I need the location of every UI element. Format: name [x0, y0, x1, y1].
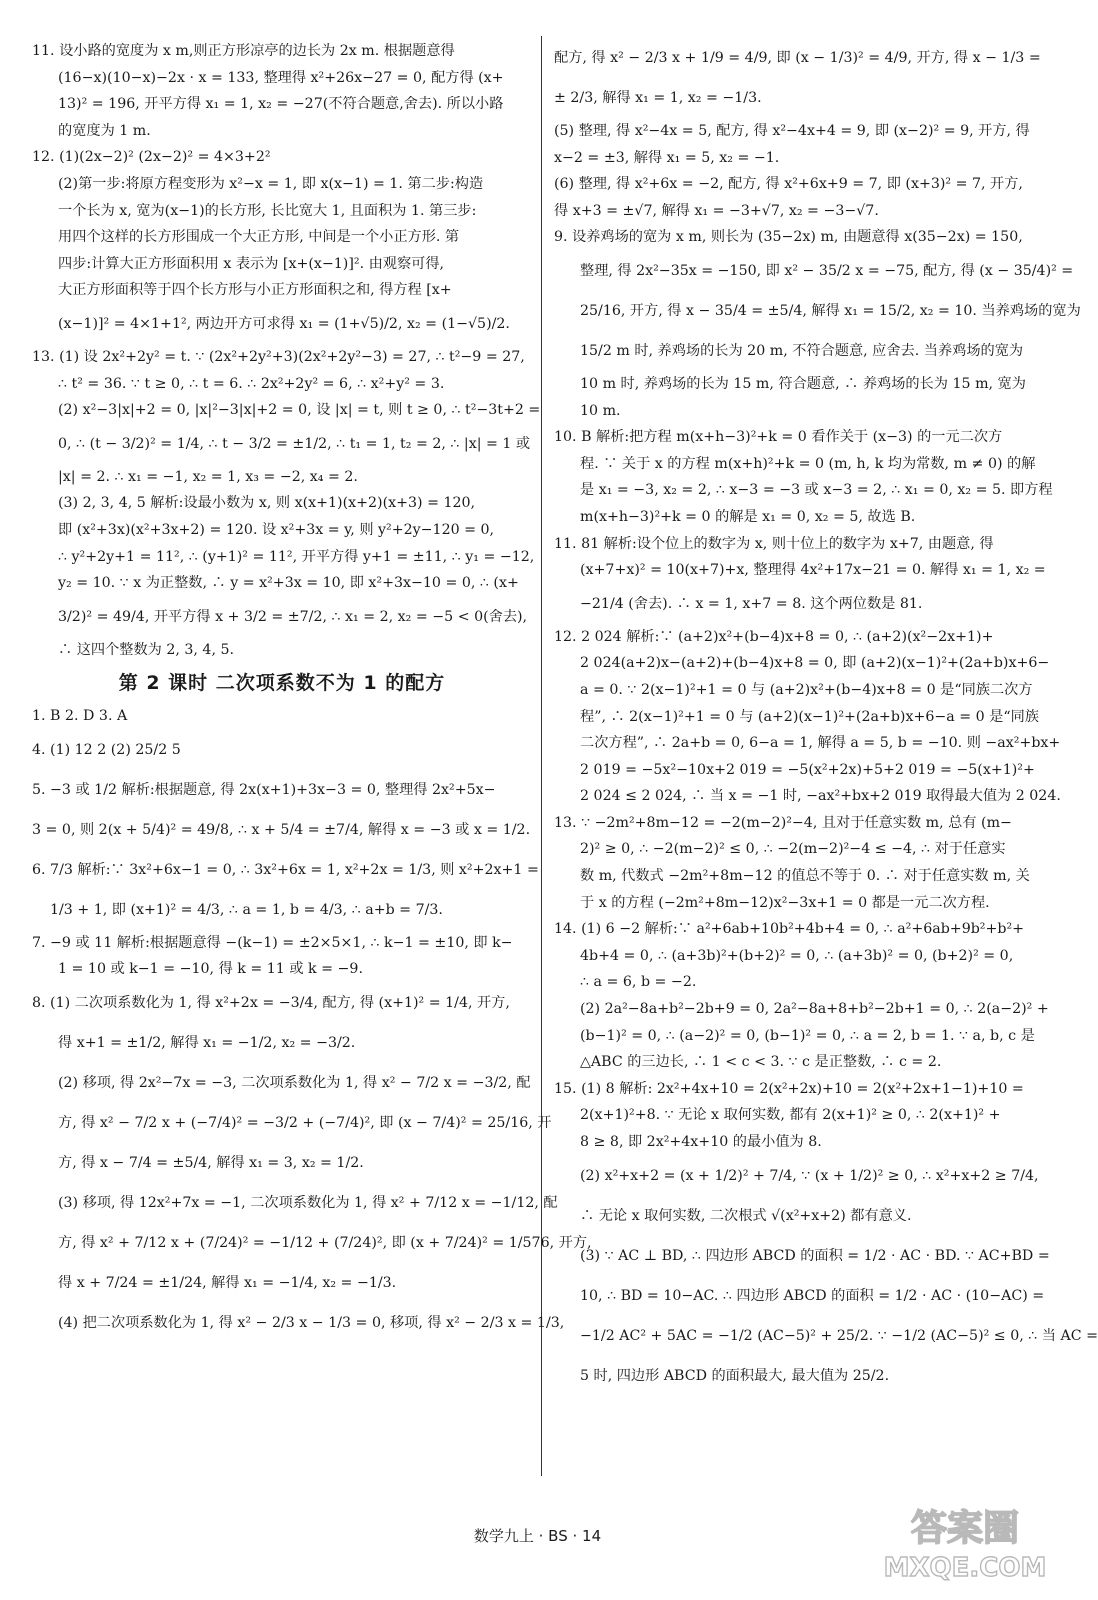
right-column-line: ∴ 无论 x 取何实数, 二次根式 √(x²+x+2) 都有意义.	[580, 1207, 912, 1224]
left-column-line: ∴ 这四个整数为 2, 3, 4, 5.	[58, 641, 235, 658]
right-column-line: 程. ∵ 关于 x 的方程 m(x+h)²+k = 0 (m, h, k 均为常数, m ≠ 0) 的解	[580, 455, 1036, 472]
right-column-line: 13. ∵ −2m²+8m−12 = −2(m−2)²−4, 且对于任意实数 m, 总有 (m−	[554, 814, 1012, 831]
right-column	[554, 38, 1098, 1396]
left-column-line: 13. (1) 设 2x²+2y² = t. ∵ (2x²+2y²+3)(2x²+2y²−3) = 27, ∴ t²−9 = 27,	[32, 348, 525, 365]
left-column-line: (2) x²−3|x|+2 = 0, |x|²−3|x|+2 = 0, 设 |x| = t, 则 t ≥ 0, ∴ t²−3t+2 =	[58, 402, 541, 419]
right-column-line: 12. 2 024 解析:∵ (a+2)x²+(b−4)x+8 = 0, ∴ (a+2)(x²−2x+1)+	[554, 628, 994, 645]
left-column-line: (3) 移项, 得 12x²+7x = −1, 二次项系数化为 1, 得 x² + 7/12 x = −1/12, 配	[58, 1195, 558, 1212]
left-column-line: (3) 2, 3, 4, 5 解析:设最小数为 x, 则 x(x+1)(x+2)(x+3) = 120,	[58, 495, 476, 512]
right-column-line: 10. B 解析:把方程 m(x+h−3)²+k = 0 看作关于 (x−3) 的一元二次方	[554, 429, 1003, 446]
right-column-line: 得 x+3 = ±√7, 解得 x₁ = −3+√7, x₂ = −3−√7.	[554, 202, 879, 219]
right-column-line: (2) x²+x+2 = (x + 1/2)² + 7/4, ∵ (x + 1/2)² ≥ 0, ∴ x²+x+2 ≥ 7/4,	[580, 1167, 1039, 1184]
left-column-line: 即 (x²+3x)(x²+3x+2) = 120. 设 x²+3x = y, 则 y²+2y−120 = 0,	[58, 521, 495, 538]
left-column-line: ∴ y²+2y+1 = 11², ∴ (y+1)² = 11², 开平方得 y+1 = ±11, ∴ y₁ = −12,	[58, 548, 535, 565]
left-column	[32, 38, 592, 1343]
right-column-line: 2(x+1)²+8. ∵ 无论 x 取何实数, 都有 2(x+1)² ≥ 0, ∴ 2(x+1)² +	[580, 1107, 1001, 1124]
right-column-line: 配方, 得 x² − 2/3 x + 1/9 = 4/9, 即 (x − 1/3)² = 4/9, 开方, 得 x − 1/3 =	[554, 50, 1041, 66]
right-column-line: ∴ a = 6, b = −2.	[580, 974, 697, 991]
watermark-line1: 答案圈	[910, 1508, 1020, 1549]
left-column-line: (2) 移项, 得 2x²−7x = −3, 二次项系数化为 1, 得 x² − 7/2 x = −3/2, 配	[58, 1075, 531, 1092]
right-column-line: (x+7+x)² = 10(x+7)+x, 整理得 4x²+17x−21 = 0. 解得 x₁ = 1, x₂ =	[580, 562, 1046, 579]
left-column-line: 大正方形面积等于四个长方形与小正方形面积之和, 得方程 [x+	[58, 282, 452, 299]
right-column-line: 是 x₁ = −3, x₂ = 2, ∴ x−3 = −3 或 x−3 = 2, ∴ x₁ = 0, x₂ = 5. 即方程	[580, 482, 1053, 499]
right-column-line: 于 x 的方程 (−2m²+8m−12)x²−3x+1 = 0 都是一元二次方程.	[580, 894, 990, 911]
left-column-line: (16−x)(10−x)−2x · x = 133, 整理得 x²+26x−27 = 0, 配方得 (x+	[58, 69, 504, 86]
right-column-line: −1/2 AC² + 5AC = −1/2 (AC−5)² + 25/2. ∵ −1/2 (AC−5)² ≤ 0, ∴ 当 AC =	[580, 1327, 1098, 1344]
right-column-line: 10 m.	[580, 402, 621, 419]
right-column-line: 数 m, 代数式 −2m²+8m−12 的值总不等于 0. ∴ 对于任意实数 m, 关	[580, 868, 1030, 885]
right-column-line: △ABC 的三边长, ∴ 1 < c < 3. ∵ c 是正整数, ∴ c = 2.	[580, 1054, 942, 1071]
left-column-line: 方, 得 x² + 7/12 x + (7/24)² = −1/12 + (7/24)², 即 (x + 7/24)² = 1/576, 开方,	[58, 1235, 592, 1252]
left-column-line: 7. −9 或 11 解析:根据题意得 −(k−1) = ±2×5×1, ∴ k−1 = ±10, 即 k−	[32, 934, 513, 951]
left-column-line: 用四个这样的长方形围成一个大正方形, 中间是一个小正方形. 第	[58, 229, 460, 246]
right-column-line: 二次方程”, ∴ 2a+b = 0, 6−a = 1, 解得 a = 5, b = −10. 则 −ax²+bx+	[580, 735, 1061, 752]
left-column-line: 11. 设小路的宽度为 x m,则正方形凉亭的边长为 2x m. 根据题意得	[32, 43, 455, 59]
right-column-line: 10 m 时, 养鸡场的长为 15 m, 符合题意, ∴ 养鸡场的长为 15 m, 宽为	[580, 375, 1026, 392]
right-column-line: 2 019 = −5x²−10x+2 019 = −5(x²+2x)+5+2 019 = −5(x+1)²+	[580, 761, 1035, 778]
right-column-line: 8 ≥ 8, 即 2x²+4x+10 的最小值为 8.	[580, 1134, 822, 1150]
left-column-line: |x| = 2. ∴ x₁ = −1, x₂ = 1, x₃ = −2, x₄ = 2.	[58, 468, 358, 485]
left-column-line: (x−1)]² = 4×1+1², 两边开方可求得 x₁ = (1+√5)/2, x₂ = (1−√5)/2.	[58, 315, 510, 332]
left-column-line: (2)第一步:将原方程变形为 x²−x = 1, 即 x(x−1) = 1. 第二步:构造	[58, 175, 484, 192]
right-column-line: 11. 81 解析:设个位上的数字为 x, 则十位上的数字为 x+7, 由题意, 得	[554, 535, 994, 552]
left-column-line: 3/2)² = 49/4, 开平方得 x + 3/2 = ±7/2, ∴ x₁ = 2, x₂ = −5 < 0(舍去),	[58, 608, 528, 625]
right-column-line: 整理, 得 2x²−35x = −150, 即 x² − 35/2 x = −75, 配方, 得 (x − 35/4)² =	[580, 262, 1074, 279]
right-column-line: 程”, ∴ 2(x−1)²+1 = 0 与 (a+2)(x−1)²+(2a+b)x+6−a = 0 是“同族	[580, 708, 1039, 725]
right-column-line: (3) ∵ AC ⊥ BD, ∴ 四边形 ABCD 的面积 = 1/2 · AC · BD. ∵ AC+BD =	[580, 1247, 1050, 1264]
right-column-line: m(x+h−3)²+k = 0 的解是 x₁ = 0, x₂ = 5, 故选 B.	[580, 508, 916, 525]
left-column-line: 1/3 + 1, 即 (x+1)² = 4/3, ∴ a = 1, b = 4/3, ∴ a+b = 7/3.	[50, 901, 443, 918]
right-column-line: (5) 整理, 得 x²−4x = 5, 配方, 得 x²−4x+4 = 9, 即 (x−2)² = 9, 开方, 得	[554, 123, 1030, 139]
right-column-line: 15. (1) 8 解析: 2x²+4x+10 = 2(x²+2x)+10 = 2(x²+2x+1−1)+10 =	[554, 1080, 1024, 1097]
left-column-line: ∴ t² = 36. ∵ t ≥ 0, ∴ t = 6. ∴ 2x²+2y² = 6, ∴ x²+y² = 3.	[58, 375, 445, 392]
right-column-line: 2 024(a+2)x−(a+2)+(b−4)x+8 = 0, 即 (a+2)(x−1)²+(2a+b)x+6−	[580, 655, 1050, 672]
right-column-line: ± 2/3, 解得 x₁ = 1, x₂ = −1/3.	[554, 90, 762, 106]
left-column-line: 方, 得 x² − 7/2 x + (−7/4)² = −3/2 + (−7/4)², 即 (x − 7/4)² = 25/16, 开	[58, 1115, 552, 1132]
watermark-line2: MXQE.COM	[883, 1553, 1047, 1583]
left-column-line: 3 = 0, 则 2(x + 5/4)² = 49/8, ∴ x + 5/4 = ±7/4, 解得 x = −3 或 x = 1/2.	[32, 821, 531, 838]
watermark-logo	[870, 1500, 1060, 1584]
right-column-line: 10, ∴ BD = 10−AC. ∴ 四边形 ABCD 的面积 = 1/2 · AC · (10−AC) =	[580, 1287, 1045, 1304]
right-column-line: (b−1)² = 0, ∴ (a−2)² = 0, (b−1)² = 0, ∴ a = 2, b = 1. ∵ a, b, c 是	[580, 1027, 1035, 1044]
right-column-line: a = 0. ∵ 2(x−1)²+1 = 0 与 (a+2)x²+(b−4)x+8 = 0 是“同族二次方	[580, 681, 1033, 698]
left-column-line: 1. B 2. D 3. A	[32, 708, 128, 725]
right-column-line: −21/4 (舍去). ∴ x = 1, x+7 = 8. 这个两位数是 81.	[580, 595, 923, 612]
left-column-line: y₂ = 10. ∵ x 为正整数, ∴ y = x²+3x = 10, 即 x²+3x−10 = 0, ∴ (x+	[58, 575, 519, 592]
left-column-line: 1 = 10 或 k−1 = −10, 得 k = 11 或 k = −9.	[58, 961, 363, 978]
left-column-line: 13)² = 196, 开平方得 x₁ = 1, x₂ = −27(不符合题意,舍去). 所以小路	[58, 96, 504, 113]
right-column-line: x−2 = ±3, 解得 x₁ = 5, x₂ = −1.	[554, 149, 780, 166]
left-column-line: 的宽度为 1 m.	[58, 122, 151, 139]
right-column-line: (6) 整理, 得 x²+6x = −2, 配方, 得 x²+6x+9 = 7, 即 (x+3)² = 7, 开方,	[554, 176, 1023, 193]
right-column-line: 4b+4 = 0, ∴ (a+3b)²+(b+2)² = 0, ∴ (a+3b)² = 0, (b+2)² = 0,	[580, 947, 1014, 964]
right-column-line: 9. 设养鸡场的宽为 x m, 则长为 (35−2x) m, 由题意得 x(35−2x) = 150,	[554, 229, 1023, 246]
left-column-line: 得 x+1 = ±1/2, 解得 x₁ = −1/2, x₂ = −3/2.	[58, 1035, 356, 1052]
right-column-line: 15/2 m 时, 养鸡场的长为 20 m, 不符合题意, 应舍去. 当养鸡场的宽为	[580, 342, 1024, 359]
left-column-line: 4. (1) 12 2 (2) 25/2 5	[32, 741, 181, 758]
right-column-line: 2 024 ≤ 2 024, ∴ 当 x = −1 时, −ax²+bx+2 019 取得最大值为 2 024.	[580, 788, 1061, 805]
left-column-line: 12. (1)(2x−2)² (2x−2)² = 4×3+2²	[32, 149, 271, 166]
left-column-line: 0, ∴ (t − 3/2)² = 1/4, ∴ t − 3/2 = ±1/2, ∴ t₁ = 1, t₂ = 2, ∴ |x| = 1 或	[58, 435, 531, 452]
right-column-line: 5 时, 四边形 ABCD 的面积最大, 最大值为 25/2.	[580, 1367, 890, 1384]
left-column-line: 四步:计算大正方形面积用 x 表示为 [x+(x−1)]². 由观察可得,	[58, 255, 445, 272]
left-column-line: (4) 把二次项系数化为 1, 得 x² − 2/3 x − 1/3 = 0, 移项, 得 x² − 2/3 x = 1/3,	[58, 1315, 565, 1332]
left-column-line: 6. 7/3 解析:∵ 3x²+6x−1 = 0, ∴ 3x²+6x = 1, x²+2x = 1/3, 则 x²+2x+1 =	[32, 861, 539, 878]
left-column-line: 8. (1) 二次项系数化为 1, 得 x²+2x = −3/4, 配方, 得 (x+1)² = 1/4, 开方,	[32, 995, 510, 1012]
right-column-line: (2) 2a²−8a+b²−2b+9 = 0, 2a²−8a+8+b²−2b+1 = 0, ∴ 2(a−2)² +	[580, 1001, 1049, 1018]
right-column-line: 14. (1) 6 −2 解析:∵ a²+6ab+10b²+4b+4 = 0, ∴ a²+6ab+9b²+b²+	[554, 921, 1025, 938]
left-column-line: 一个长为 x, 宽为(x−1)的长方形, 长比宽大 1, 且面积为 1. 第三步:	[58, 202, 477, 219]
right-column-line: 2)² ≥ 0, ∴ −2(m−2)² ≤ 0, ∴ −2(m−2)²−4 ≤ −4, ∴ 对于任意实	[580, 841, 1006, 858]
left-column-line: 得 x + 7/24 = ±1/24, 解得 x₁ = −1/4, x₂ = −1/3.	[58, 1275, 397, 1292]
section-heading: 第 2 课时 二次项系数不为 1 的配方	[118, 672, 446, 695]
left-column-line: 方, 得 x − 7/4 = ±5/4, 解得 x₁ = 3, x₂ = 1/2.	[58, 1155, 364, 1172]
left-column-line: 5. −3 或 1/2 解析:根据题意, 得 2x(x+1)+3x−3 = 0, 整理得 2x²+5x−	[32, 781, 496, 798]
page-footer: 数学九上 · BS · 14	[473, 1527, 602, 1545]
right-column-line: 25/16, 开方, 得 x − 35/4 = ±5/4, 解得 x₁ = 15/2, x₂ = 10. 当养鸡场的宽为	[580, 302, 1081, 319]
